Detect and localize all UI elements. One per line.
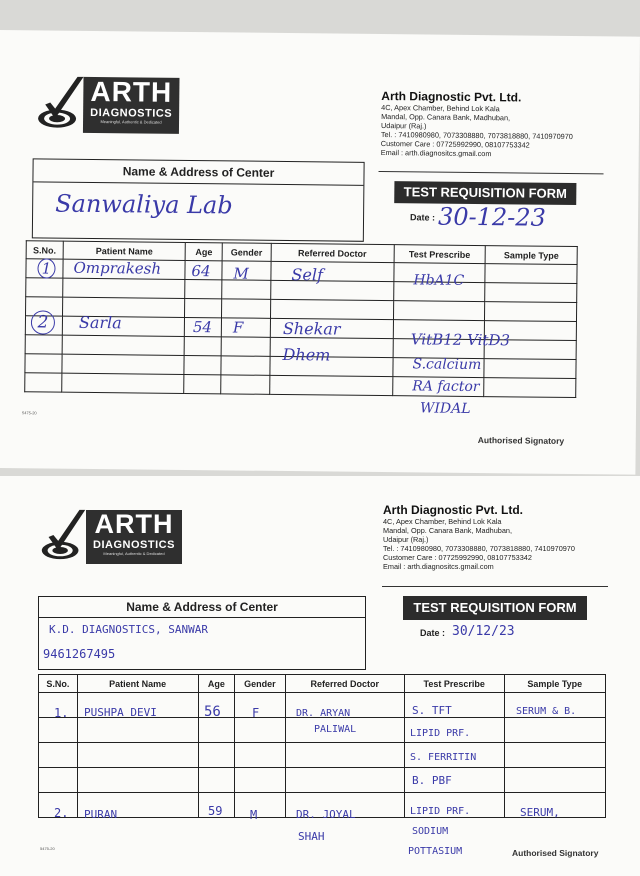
entry-age-1: 64 [191,262,211,281]
company-address-2: Mandal, Opp. Canara Bank, Madhuban, [383,526,512,535]
entry-test-2b: S.calcium [412,356,482,374]
authorised-signatory: Authorised Signatory [512,848,599,858]
center-name: Sanwaliya Lab [55,189,233,220]
form-code: 5475-20 [21,410,37,416]
entry-name-2: Sarla [78,312,122,333]
col-age: Age [198,675,235,693]
entry-doctor-2: Shekar [282,318,341,339]
entry-doctor-2b: Dhem [282,344,331,365]
entry-sno-1: 1 [37,258,55,278]
entry-age-1: 56 [204,704,221,720]
col-sample-type: Sample Type [504,675,605,693]
form-title: TEST REQUISITION FORM [394,181,576,205]
logo-sub: DIAGNOSTICS [93,539,175,551]
target-check-icon [37,74,86,132]
entry-test-1b: LIPID PRF. [410,728,471,739]
entry-doctor-2b: SHAH [298,830,325,843]
entry-doctor-1b: PALIWAL [314,724,357,735]
header-rule [379,171,604,174]
company-address-1: 4C, Apex Chamber, Behind Lok Kala [381,102,500,114]
company-name: Arth Diagnostic Pvt. Ltd. [383,503,524,517]
entry-age-2: 54 [192,318,213,337]
company-email: Email : arth.diagnositcs.gmail.com [383,562,494,571]
company-address-3: Udaipur (Raj.) [383,535,429,544]
company-address-1: 4C, Apex Chamber, Behind Lok Kala [383,517,502,526]
entry-sample-2: SERUM, [520,806,560,819]
entry-sno-2: 2. [54,806,69,820]
col-patient-name: Patient Name [77,675,198,693]
center-title: Name & Address of Center [33,159,363,185]
entry-gender-1: M [233,264,249,283]
date-value: 30-12-23 [437,202,547,232]
header-rule [382,586,608,587]
center-title: Name & Address of Center [39,597,365,618]
target-check-icon [40,508,88,564]
company-name: Arth Diagnostic Pvt. Ltd. [381,88,522,105]
entry-doctor-1: Self [291,265,324,285]
entry-test-2d: WIDAL [419,400,471,417]
company-address-3: Udaipur (Raj.) [380,120,427,131]
company-care: Customer Care : 07725992990, 08107753342 [383,553,532,562]
entry-test-2c: POTTASIUM [408,846,463,857]
entry-age-2: 59 [208,804,223,818]
company-info [380,88,632,160]
col-sno: S.No. [26,241,63,259]
entry-test-2a: LIPID PRF. [410,806,471,817]
table-row [39,743,606,768]
company-care: Customer Care : 07725992990, 08107753342 [380,138,530,150]
requisition-form-2 [0,476,640,876]
entry-name-1: PUSHPA DEVI [84,706,157,719]
entry-test-1: HbA1C [413,272,465,289]
col-test-prescribe: Test Prescribe [404,675,504,693]
col-gender: Gender [222,243,271,262]
center-name: K.D. DIAGNOSTICS, SANWAR [49,623,208,636]
company-tel: Tel. : 7410980980, 7073308880, 7073818880, 7410970970 [380,129,573,142]
company-info [383,503,633,571]
logo-sub: DIAGNOSTICS [90,106,173,120]
col-referred-doctor: Referred Doctor [271,243,394,262]
requisition-form-1 [0,30,640,475]
center-phone: 9461267495 [43,647,116,661]
entry-sno-2: 2 [31,310,55,334]
logo-brand: ARTH [94,509,174,539]
entry-sno-1: 1. [54,706,69,720]
entry-gender-1: F [252,706,260,720]
company-email: Email : arth.diagnositcs.gmail.com [380,147,492,159]
col-gender: Gender [235,675,286,693]
authorised-signatory: Authorised Signatory [477,435,565,446]
center-box [38,596,366,670]
arth-logo [40,508,190,566]
col-patient-name: Patient Name [63,241,186,260]
patient-table [38,674,606,818]
logo-tagline: Meaningful, Authentic & Dedicated [103,551,165,556]
center-box [32,158,365,241]
entry-gender-2: F [232,318,244,337]
form-code: 5475-20 [40,846,55,851]
logo-brand: ARTH [90,75,173,108]
entry-test-1a: S. TFT [412,704,452,717]
entry-name-1: Omprakesh [73,258,162,278]
col-sno: S.No. [39,675,78,693]
col-referred-doctor: Referred Doctor [285,675,404,693]
arth-logo [37,74,188,136]
entry-doctor-1: DR. ARYAN [296,708,351,719]
col-age: Age [186,242,223,260]
entry-test-1c: S. FERRITIN [410,752,477,763]
col-sample-type: Sample Type [485,246,577,265]
company-address-2: Mandal, Opp. Canara Bank, Madhuban, [381,111,511,123]
logo-tagline: Meaningful, Authentic & Dedicated [100,119,162,125]
entry-test-2c: RA factor [412,378,480,396]
company-tel: Tel. : 7410980980, 7073308880, 7073818880, 7410970970 [383,544,575,553]
form-title: TEST REQUISITION FORM [403,596,587,620]
date-label: Date : [410,212,436,223]
date-value: 30/12/23 [452,624,515,639]
entry-doctor-2: DR. JOYAL [296,808,356,821]
entry-test-2a: VitB12 VitD3 [410,330,511,350]
entry-test-1d: B. PBF [412,774,452,787]
entry-sample-1: SERUM & B. [516,706,577,717]
entry-test-2b: SODIUM [412,826,449,837]
col-test-prescribe: Test Prescribe [394,245,486,264]
entry-gender-2: M [250,808,258,822]
table-row [39,768,606,793]
date-label: Date : [420,628,446,638]
entry-name-2: PURAN [84,808,118,821]
